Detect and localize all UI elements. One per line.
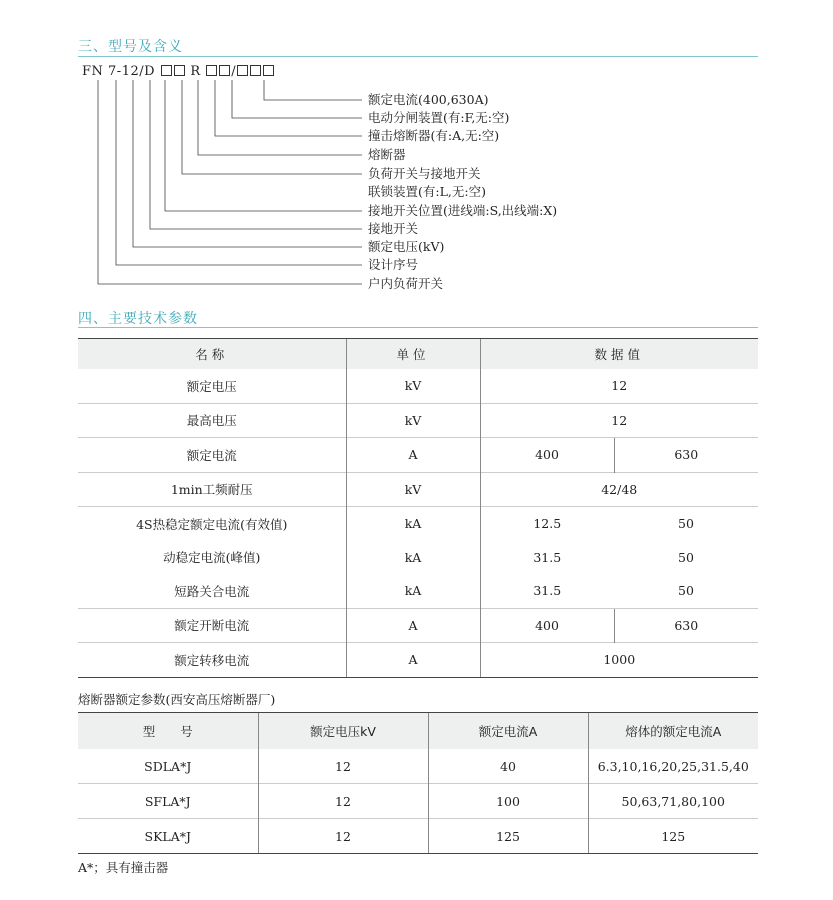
param-name: 额定转移电流	[78, 643, 346, 678]
fuse-element-current: 50,63,71,80,100	[588, 784, 758, 819]
model-code-mid: R	[190, 64, 201, 79]
param-unit: A	[346, 438, 480, 473]
table-row	[78, 608, 758, 643]
fuse-current: 40	[428, 749, 588, 784]
section-3-title: 三、型号及含义	[78, 39, 183, 55]
param-value: 50	[678, 549, 694, 565]
param-name: 额定开断电流	[78, 608, 346, 643]
section-4-title: 四、主要技术参数	[78, 311, 198, 327]
table-row	[78, 784, 758, 819]
param-unit: kA	[346, 507, 480, 541]
table-row	[78, 369, 758, 403]
param-value: 50	[614, 507, 758, 541]
section-4-rule	[78, 327, 758, 328]
header-current: 额定电流A	[428, 713, 588, 750]
fuse-element-current: 6.3,10,16,20,25,31.5,40	[588, 749, 758, 784]
fuse-model: SKLA*J	[78, 819, 258, 854]
legend-item: 熔断器	[368, 147, 406, 162]
param-name: 动稳定电流(峰值)	[163, 550, 261, 566]
footnote: A*；具有撞击器	[78, 860, 169, 875]
param-value: 12	[480, 403, 758, 438]
fuse-element-current: 125	[588, 819, 758, 854]
fuse-voltage: 12	[258, 749, 428, 784]
model-code-slash: /	[231, 64, 237, 79]
param-name: 短路关合电流	[174, 583, 250, 599]
param-value: 50	[678, 583, 694, 599]
table-header-row	[78, 339, 758, 370]
table-row	[78, 507, 758, 541]
table-row	[78, 643, 758, 678]
legend-item: 电动分闸装置(有:F,无:空)	[368, 110, 510, 125]
fuse-table-caption: 熔断器额定参数(西安高压熔断器厂)	[78, 692, 276, 707]
model-code-prefix: FN 7-12/D	[82, 64, 156, 79]
param-value: 400	[480, 608, 614, 643]
fuse-voltage: 12	[258, 784, 428, 819]
legend-item: 撞击熔断器(有:A,无:空)	[368, 128, 500, 143]
param-unit: A	[346, 608, 480, 643]
param-value: 630	[614, 438, 758, 473]
header-fuse-current: 熔体的额定电流A	[588, 713, 758, 750]
table-row	[78, 472, 758, 507]
legend-item: 联锁装置(有:L,无:空)	[368, 184, 486, 199]
table-row	[78, 541, 758, 575]
legend-item: 设计序号	[368, 257, 419, 272]
header-voltage: 额定电压kV	[258, 713, 428, 750]
model-code-brackets	[0, 0, 833, 300]
param-unit: kA	[346, 574, 480, 608]
table-row	[78, 574, 758, 608]
header-name: 名称	[78, 339, 346, 370]
param-value: 31.5	[480, 574, 614, 608]
param-name: 额定电流	[78, 438, 346, 473]
table-row	[78, 438, 758, 473]
header-model: 型 号	[78, 713, 258, 750]
param-value: 12	[480, 369, 758, 403]
fuse-voltage: 12	[258, 819, 428, 854]
param-unit: kV	[346, 369, 480, 403]
param-value: 42/48	[480, 472, 758, 507]
legend-item: 户内负荷开关	[368, 276, 444, 291]
header-value: 数据值	[480, 339, 758, 370]
table-header-row	[78, 713, 758, 750]
fuse-model: SDLA*J	[144, 758, 192, 774]
param-value: 1000	[480, 643, 758, 678]
param-unit: kV	[346, 472, 480, 507]
fuse-current: 125	[428, 819, 588, 854]
header-unit: 单位	[346, 339, 480, 370]
param-name: 4S热稳定额定电流(有效值)	[78, 507, 346, 541]
param-name: 1min工频耐压	[78, 472, 346, 507]
param-name: 最高电压	[78, 403, 346, 438]
table-row	[78, 819, 758, 854]
legend-item: 负荷开关与接地开关	[368, 166, 481, 181]
table-row	[78, 403, 758, 438]
param-value: 400	[480, 438, 614, 473]
table-row	[78, 749, 758, 784]
fuse-params-table	[78, 712, 758, 854]
fuse-current: 100	[428, 784, 588, 819]
legend-item: 接地开关	[368, 221, 419, 236]
param-value: 31.5	[480, 541, 614, 575]
param-unit: kV	[346, 403, 480, 438]
param-name: 额定电压	[186, 378, 237, 394]
legend-item: 额定电流(400,630A)	[368, 92, 489, 107]
param-unit: kA	[346, 541, 480, 575]
param-value: 630	[614, 608, 758, 643]
param-unit: A	[346, 643, 480, 678]
tech-params-table	[78, 338, 758, 678]
fuse-model: SFLA*J	[78, 784, 258, 819]
param-value: 12.5	[480, 507, 614, 541]
legend-item: 接地开关位置(进线端:S,出线端:X)	[368, 203, 558, 218]
legend-item: 额定电压(kV)	[368, 239, 445, 254]
